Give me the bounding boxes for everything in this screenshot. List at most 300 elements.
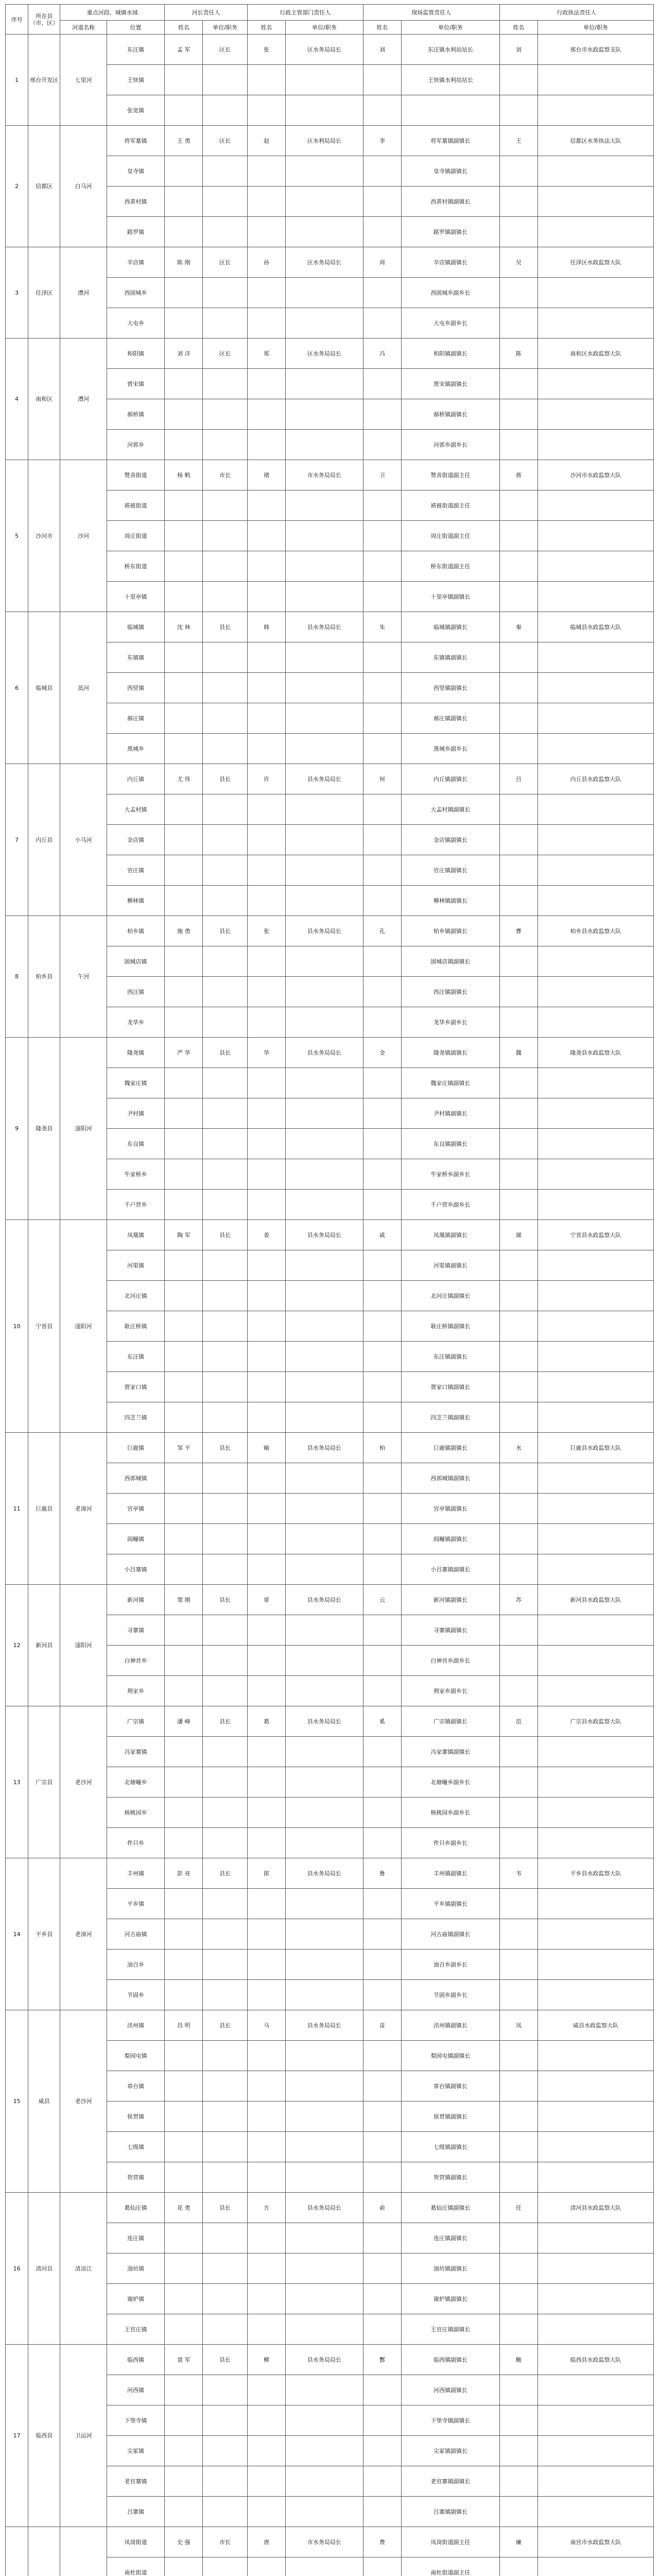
patrol-name (363, 1068, 401, 1098)
patrol-unit: 洺州镇副镇长 (401, 2010, 499, 2041)
location-cell: 耿庄桥镇 (107, 1311, 164, 1342)
river-chief-unit (203, 1798, 247, 1828)
river-chief-name (165, 582, 203, 612)
river-name-cell: 滏阳河 (60, 1220, 107, 1433)
admin-chief-unit (286, 1311, 363, 1342)
admin-chief-unit (286, 1919, 363, 1950)
patrol-name (363, 2497, 401, 2527)
river-chief-unit (203, 2071, 247, 2102)
river-chief-unit (203, 886, 247, 916)
location-cell: 七级镇 (107, 2132, 164, 2162)
river-chief-name (165, 1737, 203, 1767)
river-chief-name (165, 217, 203, 247)
admin-chief-name (247, 156, 285, 187)
location-cell: 西固城乡 (107, 278, 164, 308)
river-chief-name: 窦 刚 (165, 1585, 203, 1615)
admin-chief-name (247, 2132, 285, 2162)
river-chief-unit (203, 2375, 247, 2405)
admin-chief-name (247, 1281, 285, 1311)
patrol-name (363, 1767, 401, 1798)
river-chief-unit (203, 1737, 247, 1767)
enforce-name: 水 (499, 1433, 537, 1463)
river-chief-unit (203, 642, 247, 673)
patrol-name (363, 1737, 401, 1767)
enforce-unit (537, 308, 653, 338)
admin-chief-name (247, 1919, 285, 1950)
river-chief-name: 潘 峰 (165, 1706, 203, 1737)
patrol-name (363, 977, 401, 1007)
river-chief-unit: 市长 (203, 460, 247, 490)
enforce-name (499, 1007, 537, 1038)
river-chief-unit (203, 521, 247, 551)
patrol-name: 李 (363, 126, 401, 156)
patrol-name (363, 946, 401, 977)
admin-chief-name (247, 2314, 285, 2345)
river-name-cell: 卫运河 (60, 2345, 107, 2527)
patrol-name (363, 2132, 401, 2162)
city-cell: 内丘县 (28, 764, 60, 916)
river-chief-unit (203, 369, 247, 399)
enforce-unit (537, 946, 653, 977)
enforce-name (499, 2132, 537, 2162)
location-cell: 隆尧镇 (107, 1038, 164, 1068)
admin-chief-unit: 区水利局局长 (286, 126, 363, 156)
patrol-unit: 油召乡副乡长 (401, 1950, 499, 1980)
patrol-name (363, 490, 401, 521)
enforce-unit (537, 1068, 653, 1098)
patrol-unit: 十里亭镇副镇长 (401, 582, 499, 612)
patrol-unit: 南杜街道副主任 (401, 2557, 499, 2576)
enforce-unit: 隆尧县水政监察大队 (537, 1038, 653, 1068)
patrol-unit: 梨园屯镇副镇长 (401, 2041, 499, 2071)
enforce-name (499, 2223, 537, 2253)
subheader-unit: 单位/职务 (203, 21, 247, 35)
patrol-unit: 老官寨镇副镇长 (401, 2466, 499, 2497)
patrol-unit: 西竖镇副镇长 (401, 673, 499, 703)
river-chief-unit (203, 156, 247, 187)
enforce-unit (537, 1007, 653, 1038)
patrol-name: 俞 (363, 2193, 401, 2223)
river-chief-unit (203, 1098, 247, 1129)
patrol-unit: 北塘疃乡副乡长 (401, 1767, 499, 1798)
admin-chief-name (247, 794, 285, 825)
river-chief-unit (203, 2314, 247, 2345)
enforce-name (499, 278, 537, 308)
enforce-unit (537, 2071, 653, 2102)
river-chief-unit: 县长 (203, 1433, 247, 1463)
admin-chief-unit: 县水务局局长 (286, 1433, 363, 1463)
enforce-unit (537, 1615, 653, 1646)
admin-chief-name: 章 (247, 1585, 285, 1615)
river-chief-name: 严 华 (165, 1038, 203, 1068)
city-cell: 任泽区 (28, 247, 60, 338)
enforce-unit (537, 1463, 653, 1494)
location-cell: 吕寨镇 (107, 2497, 164, 2527)
enforce-unit (537, 825, 653, 855)
admin-chief-unit (286, 1950, 363, 1980)
location-cell: 千户营乡 (107, 1190, 164, 1220)
patrol-name (363, 399, 401, 430)
river-chief-unit: 区长 (203, 126, 247, 156)
admin-chief-unit (286, 1281, 363, 1311)
enforce-unit (537, 1646, 653, 1676)
enforce-name (499, 1250, 537, 1281)
patrol-unit: 内丘镇副镇长 (401, 764, 499, 794)
location-cell: 东良镇 (107, 1129, 164, 1159)
enforce-name: 任 (499, 2193, 537, 2223)
patrol-name (363, 156, 401, 187)
enforce-name (499, 946, 537, 977)
river-chief-unit (203, 490, 247, 521)
admin-chief-unit (286, 1494, 363, 1524)
location-cell: 南杜街道 (107, 2557, 164, 2576)
admin-chief-unit: 县水务局局长 (286, 764, 363, 794)
admin-chief-name (247, 217, 285, 247)
river-chief-unit (203, 1463, 247, 1494)
enforce-name (499, 2466, 537, 2497)
enforce-unit (537, 1098, 653, 1129)
city-cell: 巨鹿县 (28, 1433, 60, 1585)
admin-chief-unit (286, 2375, 363, 2405)
admin-chief-name: 张 (247, 916, 285, 946)
location-cell: 王快镇 (107, 65, 164, 95)
enforce-unit (537, 977, 653, 1007)
patrol-unit: 下堡寺镇副镇长 (401, 2405, 499, 2436)
enforce-unit (537, 187, 653, 217)
patrol-unit: 固城店镇副镇长 (401, 946, 499, 977)
river-chief-name: 刘 洋 (165, 338, 203, 369)
river-chief-name (165, 1676, 203, 1706)
enforce-unit (537, 1554, 653, 1585)
river-chief-unit (203, 2102, 247, 2132)
admin-chief-unit (286, 2102, 363, 2132)
patrol-unit: 广宗镇副镇长 (401, 1706, 499, 1737)
location-cell: 柳林镇 (107, 886, 164, 916)
admin-chief-unit (286, 430, 363, 460)
admin-chief-name: 葛 (247, 1706, 285, 1737)
patrol-name (363, 2162, 401, 2193)
enforce-name (499, 399, 537, 430)
river-chief-unit (203, 855, 247, 886)
patrol-unit: 侯贯镇副镇长 (401, 2102, 499, 2132)
enforce-name (499, 734, 537, 764)
river-chief-unit (203, 1007, 247, 1038)
river-chief-name (165, 1919, 203, 1950)
admin-chief-unit (286, 2041, 363, 2071)
river-chief-unit: 市长 (203, 2527, 247, 2557)
location-cell: 黑城乡 (107, 734, 164, 764)
patrol-unit: 油坊镇副镇长 (401, 2253, 499, 2284)
patrol-name (363, 1098, 401, 1129)
enforce-unit (537, 1767, 653, 1798)
river-chief-unit (203, 582, 247, 612)
river-chief-unit (203, 1311, 247, 1342)
admin-chief-name (247, 2071, 285, 2102)
river-chief-name (165, 521, 203, 551)
location-cell: 尹村镇 (107, 1098, 164, 1129)
admin-chief-unit (286, 490, 363, 521)
river-chief-name: 陈 刚 (165, 247, 203, 278)
admin-chief-name: 柳 (247, 2345, 285, 2375)
enforce-unit: 沙河市水政监察大队 (537, 460, 653, 490)
admin-chief-unit (286, 399, 363, 430)
patrol-name (363, 1950, 401, 1980)
river-chief-unit (203, 2466, 247, 2497)
river-chief-name (165, 1129, 203, 1159)
enforce-name (499, 1190, 537, 1220)
enforce-name: 廉 (499, 2527, 537, 2557)
table-row (6, 2010, 654, 2041)
river-chief-unit (203, 1068, 247, 1098)
enforce-unit (537, 521, 653, 551)
admin-chief-unit (286, 1402, 363, 1433)
enforce-unit: 清河县水政监察大队 (537, 2193, 653, 2223)
enforce-name (499, 1980, 537, 2010)
admin-chief-name (247, 1372, 285, 1402)
river-chief-name (165, 734, 203, 764)
river-chief-name (165, 1311, 203, 1342)
admin-chief-name: 姜 (247, 1220, 285, 1250)
enforce-name (499, 1342, 537, 1372)
patrol-unit: 耿庄桥镇副镇长 (401, 1311, 499, 1342)
subheader-location: 位置 (107, 21, 164, 35)
admin-chief-name (247, 642, 285, 673)
admin-chief-name (247, 1767, 285, 1798)
enforce-name (499, 1129, 537, 1159)
enforce-unit (537, 1798, 653, 1828)
enforce-unit: 信都区水务执法大队 (537, 126, 653, 156)
river-chief-name (165, 369, 203, 399)
admin-chief-unit: 县水务局局长 (286, 2345, 363, 2375)
location-cell: 和阳镇 (107, 338, 164, 369)
river-chief-name: 尤 伟 (165, 764, 203, 794)
patrol-name (363, 2071, 401, 2102)
enforce-unit (537, 369, 653, 399)
location-cell: 贾家口镇 (107, 1372, 164, 1402)
city-cell (28, 2527, 60, 2576)
river-chief-name (165, 2102, 203, 2132)
patrol-name (363, 278, 401, 308)
patrol-unit: 牛家桥乡副乡长 (401, 1159, 499, 1190)
enforce-unit (537, 855, 653, 886)
river-chief-unit (203, 1342, 247, 1372)
subheader-name: 姓名 (247, 21, 285, 35)
enforce-unit: 任泽区水政监察大队 (537, 247, 653, 278)
river-chief-unit (203, 2284, 247, 2314)
location-cell: 大屯乡 (107, 308, 164, 338)
patrol-name (363, 1372, 401, 1402)
enforce-unit: 临西县水政监察大队 (537, 2345, 653, 2375)
seq-cell: 13 (6, 1706, 28, 1858)
enforce-name (499, 855, 537, 886)
seq-cell (6, 2527, 28, 2576)
enforce-unit (537, 2375, 653, 2405)
location-cell: 巨鹿镇 (107, 1433, 164, 1463)
patrol-name: 何 (363, 764, 401, 794)
enforce-name (499, 2314, 537, 2345)
patrol-unit: 周庄街道副主任 (401, 521, 499, 551)
river-chief-name (165, 1554, 203, 1585)
admin-chief-name (247, 1676, 285, 1706)
admin-chief-unit: 市水务局局长 (286, 2527, 363, 2557)
patrol-name (363, 1129, 401, 1159)
enforce-name: 鲍 (499, 2345, 537, 2375)
admin-chief-name: 孙 (247, 247, 285, 278)
river-chief-name (165, 2253, 203, 2284)
river-chief-name (165, 1889, 203, 1919)
patrol-unit: 七级镇副镇长 (401, 2132, 499, 2162)
patrol-unit: 西郭城镇副镇长 (401, 1463, 499, 1494)
river-chief-unit (203, 2041, 247, 2071)
admin-chief-unit (286, 369, 363, 399)
patrol-name (363, 886, 401, 916)
river-chief-name (165, 1068, 203, 1098)
patrol-name (363, 1342, 401, 1372)
admin-chief-name (247, 855, 285, 886)
river-chief-name (165, 1798, 203, 1828)
location-cell: 侯贯镇 (107, 2102, 164, 2132)
patrol-name (363, 2253, 401, 2284)
table-row (6, 1433, 654, 1463)
river-chief-name (165, 2132, 203, 2162)
river-chief-unit (203, 2253, 247, 2284)
patrol-unit: 北河庄镇副镇长 (401, 1281, 499, 1311)
location-cell: 北河庄镇 (107, 1281, 164, 1311)
enforce-name (499, 1767, 537, 1798)
enforce-name (499, 794, 537, 825)
admin-chief-unit (286, 2557, 363, 2576)
subheader-river-name: 河道名称 (60, 21, 107, 35)
patrol-unit: 官庄镇副镇长 (401, 855, 499, 886)
river-chief-name (165, 2314, 203, 2345)
river-chief-unit (203, 278, 247, 308)
admin-chief-unit (286, 65, 363, 95)
patrol-name: 刘 (363, 35, 401, 65)
admin-chief-unit (286, 1250, 363, 1281)
river-chief-name (165, 187, 203, 217)
admin-chief-unit (286, 1615, 363, 1646)
patrol-name (363, 855, 401, 886)
patrol-name (363, 308, 401, 338)
enforce-name (499, 2071, 537, 2102)
admin-chief-unit (286, 1554, 363, 1585)
enforce-name (499, 1554, 537, 1585)
admin-chief-name (247, 308, 285, 338)
admin-chief-unit (286, 95, 363, 126)
admin-chief-name (247, 977, 285, 1007)
location-cell: 白神首乡 (107, 1646, 164, 1676)
enforce-unit (537, 673, 653, 703)
admin-chief-unit: 市水务局局长 (286, 460, 363, 490)
river-name-cell: 小马河 (60, 764, 107, 916)
river-name-cell: 白马河 (60, 126, 107, 247)
city-cell: 沙河市 (28, 460, 60, 612)
enforce-unit: 巨鹿县水政监察大队 (537, 1433, 653, 1463)
enforce-name (499, 430, 537, 460)
enforce-name (499, 1281, 537, 1311)
enforce-unit (537, 1129, 653, 1159)
enforce-name (499, 551, 537, 582)
patrol-name: 金 (363, 1038, 401, 1068)
enforce-name (499, 308, 537, 338)
enforce-unit (537, 1159, 653, 1190)
location-cell: 荆家乡 (107, 1676, 164, 1706)
admin-chief-name: 张 (247, 35, 285, 65)
patrol-name: 周 (363, 247, 401, 278)
enforce-unit: 新河县水政监察大队 (537, 1585, 653, 1615)
admin-chief-unit: 县水务局局长 (286, 2193, 363, 2223)
river-chief-name: 杨 帆 (165, 460, 203, 490)
river-chief-unit (203, 2162, 247, 2193)
enforce-unit (537, 399, 653, 430)
enforce-name (499, 1950, 537, 1980)
admin-chief-name (247, 2405, 285, 2436)
river-chief-unit (203, 1980, 247, 2010)
river-chief-unit (203, 1159, 247, 1190)
enforce-unit: 临城县水政监察大队 (537, 612, 653, 642)
enforce-unit (537, 1250, 653, 1281)
enforce-name (499, 65, 537, 95)
location-cell: 连庄镇 (107, 2223, 164, 2253)
patrol-name (363, 794, 401, 825)
enforce-unit (537, 2253, 653, 2284)
enforce-unit: 宁晋县水政监察大队 (537, 1220, 653, 1250)
admin-chief-name (247, 1798, 285, 1828)
patrol-unit: 千户营乡副乡长 (401, 1190, 499, 1220)
river-chief-name (165, 399, 203, 430)
enforce-unit (537, 2162, 653, 2193)
patrol-name (363, 2557, 401, 2576)
enforce-unit (537, 1524, 653, 1554)
location-cell: 丰州镇 (107, 1858, 164, 1889)
river-chief-unit: 县长 (203, 1585, 247, 1615)
responsibility-table (5, 4, 654, 2576)
patrol-name: 酆 (363, 2345, 401, 2375)
river-chief-name (165, 825, 203, 855)
river-chief-name (165, 156, 203, 187)
enforce-name (499, 1068, 537, 1098)
location-cell: 张宽镇 (107, 95, 164, 126)
patrol-unit: 寻寨镇副镇长 (401, 1615, 499, 1646)
patrol-name: 戚 (363, 1220, 401, 1250)
admin-chief-unit (286, 1129, 363, 1159)
patrol-unit: 路罗镇副镇长 (401, 217, 499, 247)
location-cell: 大孟村镇 (107, 794, 164, 825)
location-cell: 阎疃镇 (107, 1524, 164, 1554)
patrol-unit: 巨鹿镇副镇长 (401, 1433, 499, 1463)
enforce-unit (537, 1889, 653, 1919)
enforce-name (499, 673, 537, 703)
admin-chief-name (247, 825, 285, 855)
patrol-name (363, 1159, 401, 1190)
patrol-name (363, 2436, 401, 2466)
city-cell: 临城县 (28, 612, 60, 764)
enforce-name (499, 217, 537, 247)
table-row (6, 2193, 654, 2223)
admin-chief-unit (286, 1676, 363, 1706)
river-chief-unit (203, 2497, 247, 2527)
river-chief-name (165, 2557, 203, 2576)
admin-chief-unit: 县水务局局长 (286, 1220, 363, 1250)
river-chief-unit (203, 977, 247, 1007)
admin-chief-unit: 县水务局局长 (286, 2010, 363, 2041)
river-chief-unit (203, 673, 247, 703)
patrol-unit: 白神首乡副乡长 (401, 1646, 499, 1676)
enforce-name (499, 2102, 537, 2132)
patrol-name: 柏 (363, 1433, 401, 1463)
enforce-name (499, 490, 537, 521)
river-chief-unit (203, 794, 247, 825)
